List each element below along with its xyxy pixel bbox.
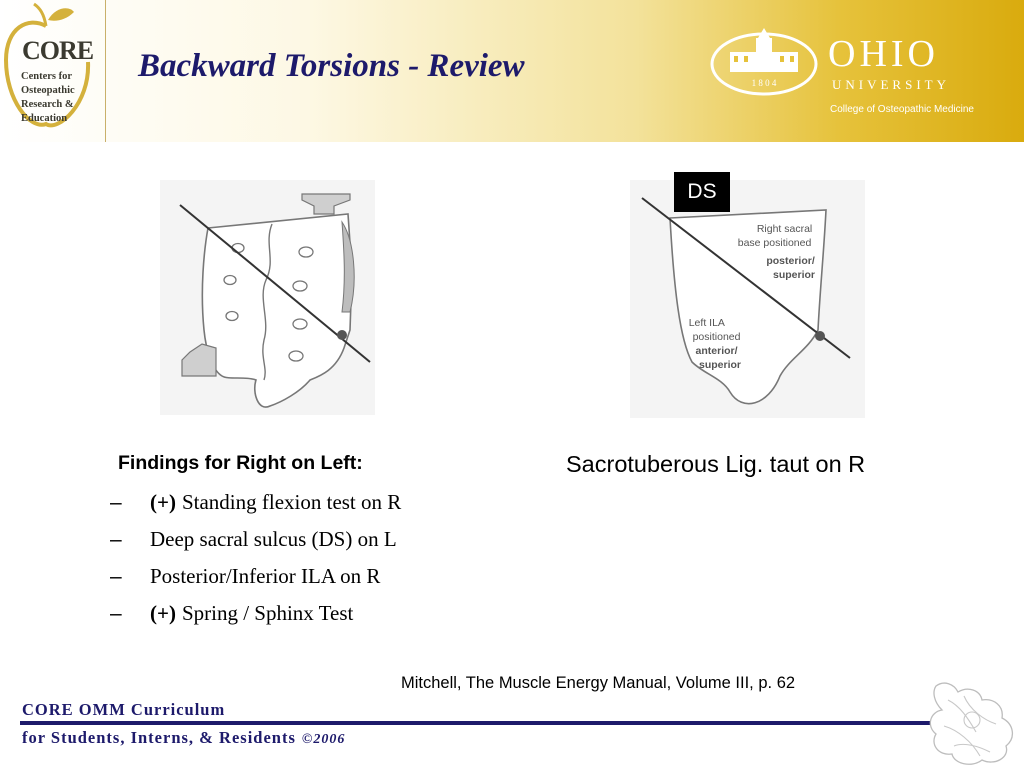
findings-list [110, 484, 401, 632]
footer-audience-text: for Students, Interns, & Residents [22, 728, 296, 747]
ohio-logo-university: UNIVERSITY [832, 77, 950, 92]
core-logo-subtitle [21, 70, 75, 126]
core-logo-line: Research & [21, 99, 74, 110]
annotation-line: Right sacral [756, 223, 813, 235]
finding-text: Deep sacral sulcus (DS) on L [150, 527, 397, 551]
annotation-line: positioned [692, 331, 741, 343]
right-sacrum-figure [630, 180, 865, 418]
findings-item [110, 484, 401, 521]
list-dash: – [110, 490, 122, 514]
axis-pivot-dot [337, 330, 347, 340]
header-divider [105, 0, 106, 142]
annotation-line: superior [772, 269, 816, 281]
slide-title: Backward Torsions - Review [138, 48, 525, 84]
core-logo [0, 0, 104, 142]
finding-positive-mark: (+) [150, 490, 176, 514]
findings-item [110, 521, 401, 558]
findings-heading: Findings for Right on Left: [118, 452, 363, 474]
finding-text: Posterior/Inferior ILA on R [150, 564, 381, 588]
annotation-line: base positioned [737, 237, 812, 249]
sacrotuberous-note: Sacrotuberous Lig. taut on R [566, 451, 866, 477]
ds-label: DS [674, 172, 730, 212]
footer-divider [20, 721, 930, 725]
ohio-university-emblem-icon [708, 26, 820, 96]
list-dash: – [110, 601, 122, 625]
annotation-line: Left ILA [688, 317, 725, 329]
annotation-line: superior [698, 359, 742, 371]
header-banner [0, 0, 1024, 142]
ohio-emblem-year: 1 8 0 4 [751, 78, 777, 88]
ohio-logo-college: College of Osteopathic Medicine [830, 104, 974, 115]
list-dash: – [110, 564, 122, 588]
finding-text: Standing flexion test on R [181, 490, 402, 514]
anatomical-sketch-icon [924, 676, 1024, 768]
list-dash: – [110, 527, 122, 551]
findings-item [110, 595, 401, 632]
axis-pivot-dot [815, 331, 825, 341]
core-logo-word: CORE [22, 36, 94, 65]
ohio-logo-name: OHIO [828, 33, 939, 75]
footer-copyright: ©2006 [301, 732, 346, 747]
core-logo-line: Education [21, 113, 68, 124]
core-logo-line: Centers for [21, 71, 73, 82]
annotation-line: anterior/ [695, 345, 738, 357]
footer-audience [22, 728, 345, 748]
annotation-line: posterior/ [766, 255, 815, 267]
core-logo-line: Osteopathic [21, 85, 75, 96]
findings-item [110, 558, 401, 595]
citation: Mitchell, The Muscle Energy Manual, Volume III, p. 62 [401, 674, 796, 692]
finding-text: Spring / Sphinx Test [181, 601, 354, 625]
finding-positive-mark: (+) [150, 601, 176, 625]
footer-curriculum: CORE OMM Curriculum [22, 700, 226, 719]
left-sacrum-figure [160, 180, 375, 415]
